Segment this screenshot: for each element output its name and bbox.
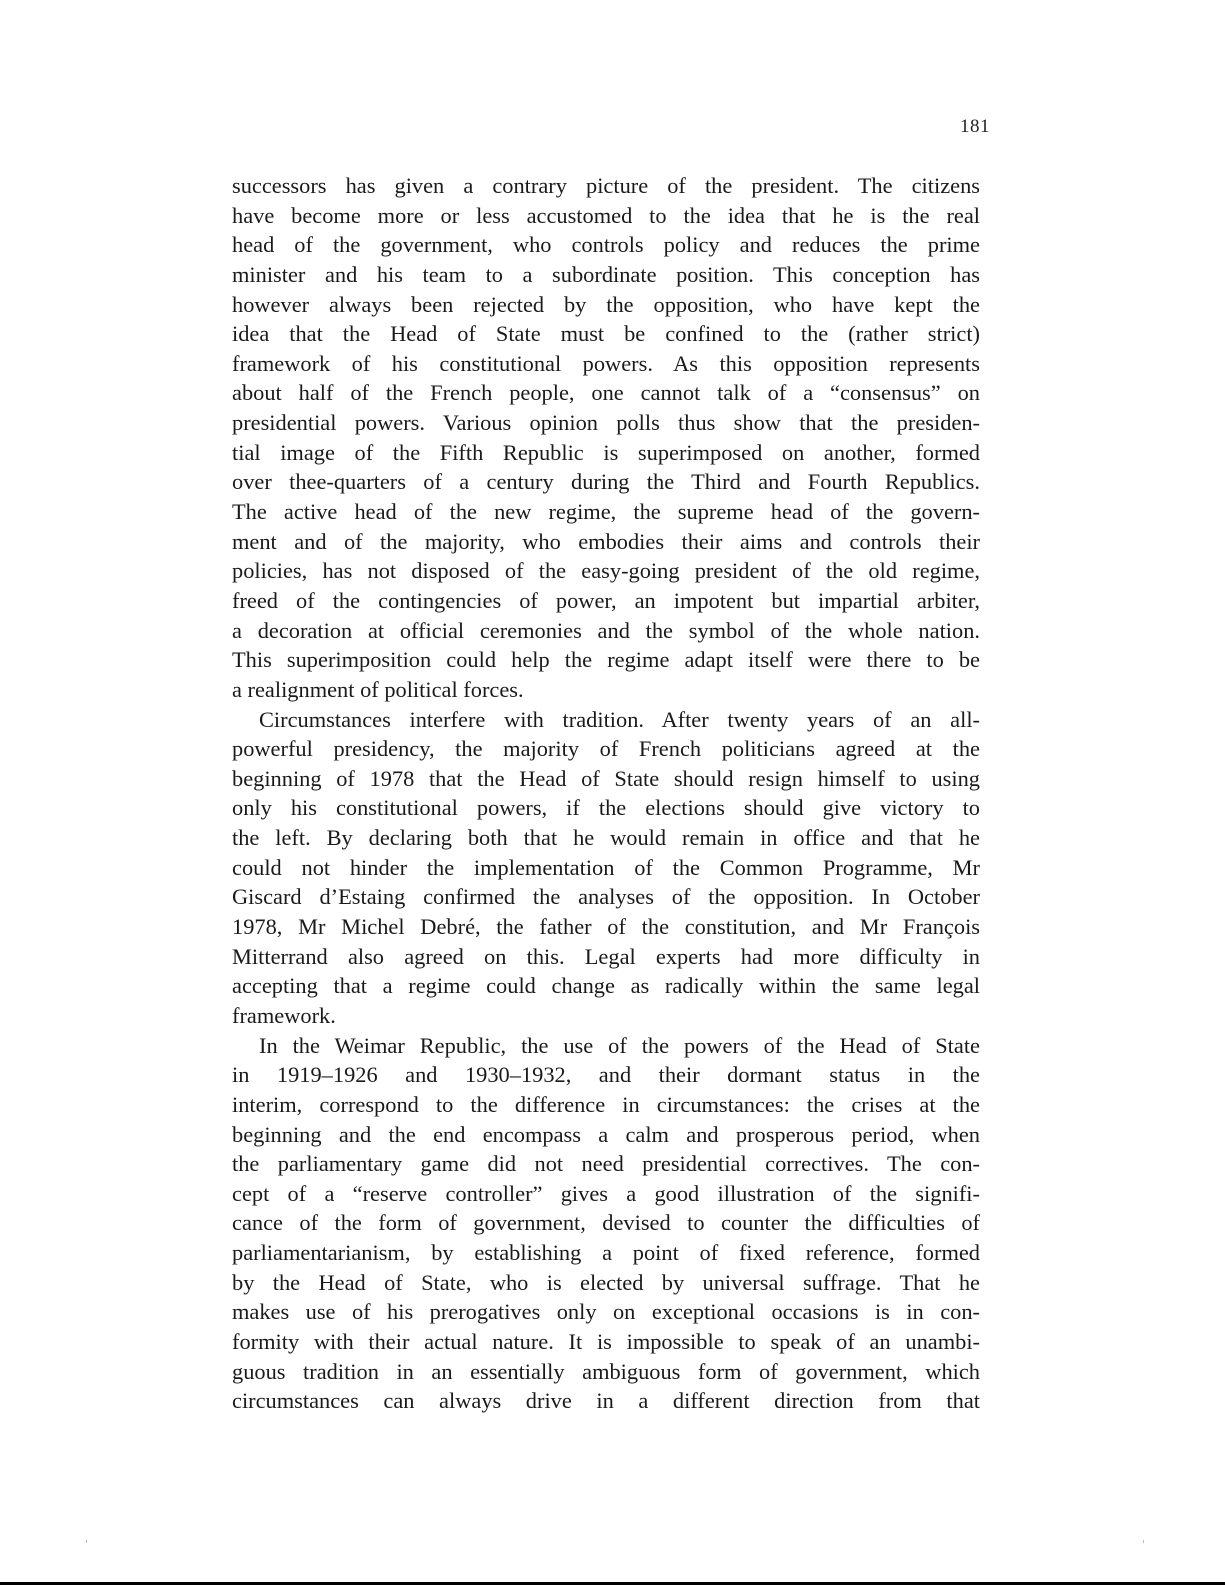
- text-line: minister and his team to a subordinate position. This conception has: [232, 261, 980, 287]
- text-line: policies, has not disposed of the easy-going president of the old regime,: [232, 558, 980, 584]
- text-line: framework.: [232, 1002, 336, 1028]
- text-line: guous tradition in an essentially ambiguous form of government, which: [232, 1358, 980, 1384]
- text-line: The active head of the new regime, the supreme head of the govern-: [232, 499, 980, 525]
- text-line: over thee-quarters of a century during the Third and Fourth Republics.: [232, 469, 980, 495]
- text-line: interim, correspond to the difference in circumstances: the crises at the: [232, 1091, 980, 1117]
- text-line: only his constitutional powers, if the elections should give victory to: [232, 795, 980, 821]
- text-line: presidential powers. Various opinion polls thus show that the presiden-: [232, 410, 980, 436]
- scan-speck: [1143, 1540, 1144, 1543]
- text-line: the parliamentary game did not need presidential correctives. The con-: [232, 1151, 980, 1177]
- text-line: formity with their actual nature. It is impossible to speak of an unambi-: [232, 1328, 980, 1354]
- text-line: This superimposition could help the regime adapt itself were there to be: [232, 647, 980, 673]
- text-line: about half of the French people, one cannot talk of a “consensus” on: [232, 380, 980, 406]
- text-line: the left. By declaring both that he would remain in office and that he: [232, 825, 980, 851]
- paragraph: [232, 705, 980, 1031]
- text-line: however always been rejected by the opposition, who have kept the: [232, 291, 980, 317]
- paragraph: [232, 171, 980, 705]
- text-line: makes use of his prerogatives only on exceptional occasions is in con-: [232, 1299, 980, 1325]
- text-line: could not hinder the implementation of the Common Programme, Mr: [232, 854, 980, 880]
- text-line: beginning and the end encompass a calm and prosperous period, when: [232, 1121, 980, 1147]
- text-line: Giscard d’Estaing confirmed the analyses of the opposition. In October: [232, 884, 980, 910]
- text-line: successors has given a contrary picture of the president. The citizens: [232, 173, 980, 198]
- text-line: a realignment of political forces.: [232, 676, 524, 702]
- text-line: powerful presidency, the majority of French politicians agreed at the: [232, 736, 980, 762]
- text-line: in 1919–1926 and 1930–1932, and their dormant status in the: [232, 1062, 980, 1088]
- text-line: tial image of the Fifth Republic is superimposed on another, formed: [232, 439, 980, 465]
- scan-speck: [86, 1540, 87, 1543]
- text-line: have become more or less accustomed to the idea that he is the real: [232, 202, 980, 228]
- text-line: a decoration at official ceremonies and the symbol of the whole nation.: [232, 617, 980, 643]
- text-line: accepting that a regime could change as radically within the same legal: [232, 973, 980, 999]
- text-line: cept of a “reserve controller” gives a good illustration of the signifi-: [232, 1180, 980, 1206]
- text-line: Mitterrand also agreed on this. Legal experts had more difficulty in: [232, 943, 980, 969]
- text-line: Circumstances interfere with tradition. After twenty years of an all-: [259, 706, 980, 732]
- text-line: idea that the Head of State must be confined to the (rather strict): [232, 321, 980, 347]
- text-line: freed of the contingencies of power, an impotent but impartial arbiter,: [232, 587, 980, 613]
- body-text: [232, 171, 980, 1416]
- text-line: by the Head of State, who is elected by universal suffrage. That he: [232, 1269, 980, 1295]
- text-line: beginning of 1978 that the Head of State should resign himself to using: [232, 765, 980, 791]
- text-line: head of the government, who controls policy and reduces the prime: [232, 232, 980, 258]
- paragraph: [232, 1031, 980, 1416]
- text-line: cance of the form of government, devised to counter the difficulties of: [232, 1210, 980, 1236]
- text-line: 1978, Mr Michel Debré, the father of the constitution, and Mr François: [232, 914, 980, 940]
- text-line: framework of his constitutional powers. As this opposition represents: [232, 350, 980, 376]
- page-number: 181: [960, 116, 990, 137]
- text-line: circumstances can always drive in a different direction from that: [232, 1388, 980, 1414]
- text-line: In the Weimar Republic, the use of the powers of the Head of State: [259, 1032, 980, 1058]
- text-line: ment and of the majority, who embodies their aims and controls their: [232, 528, 980, 554]
- text-line: parliamentarianism, by establishing a point of fixed reference, formed: [232, 1240, 980, 1266]
